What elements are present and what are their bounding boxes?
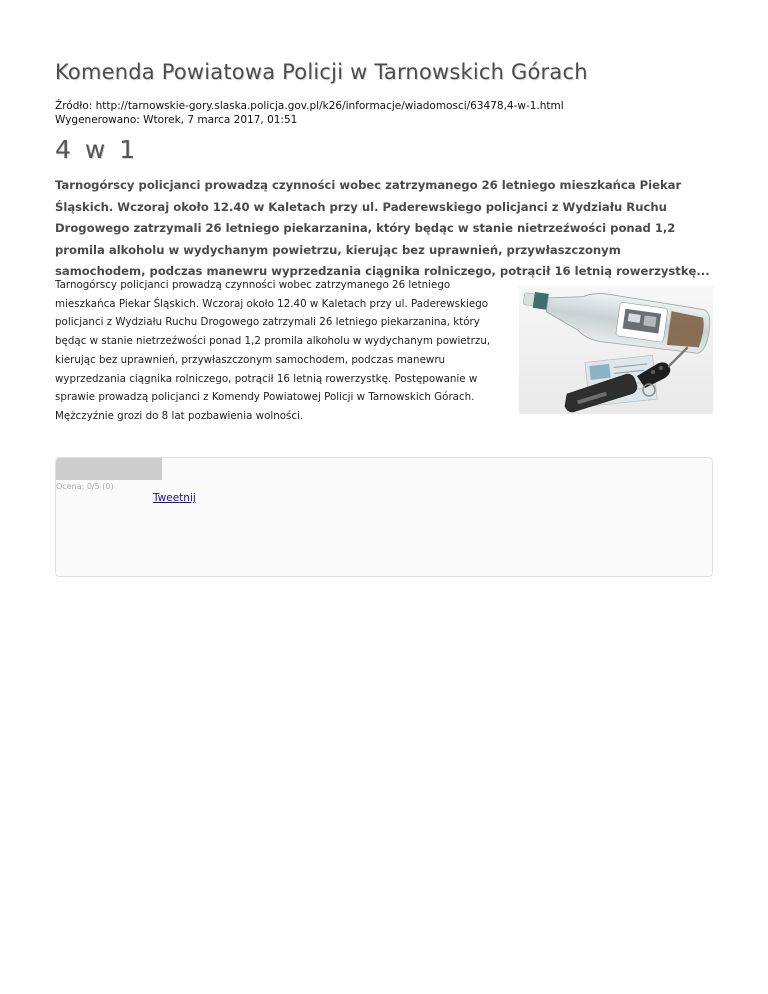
rating-stars-bar[interactable]: [56, 458, 162, 480]
generated-line: Wygenerowano: Wtorek, 7 marca 2017, 01:51: [55, 114, 298, 126]
rating-label: Ocena: 0/5 (0): [56, 482, 114, 491]
body-line: Mężczyźnie grozi do 8 lat pozbawienia wolności.: [55, 409, 304, 422]
article-body: [55, 276, 510, 426]
body-line: policjanci z Wydziału Ruchu Drogowego zatrzymali 26 letniego piekarzanina, który: [55, 316, 480, 329]
source-line: Źródło: http://tarnowskie-gory.slaska.policja.gov.pl/k26/informacje/wiadomosci/63478,4-w-1.html: [55, 100, 564, 112]
body-line: mieszkańca Piekar Śląskich. Wczoraj około 12.40 w Kaletach przy ul. Paderewskiego: [55, 297, 489, 310]
article-photo: [519, 286, 713, 414]
body-line: kierując bez uprawnień, przywłaszczonym samochodem, podczas manewru: [55, 353, 446, 366]
article-title: 4 w 1: [55, 135, 139, 164]
body-line: sprawie prowadzą policjanci z Komendy Powiatowej Policji w Tarnowskich Górach.: [55, 391, 475, 404]
tweet-link[interactable]: Tweetnij: [153, 492, 196, 504]
body-line: wyprzedzania ciągnika rolniczego, potrącił 16 letnią rowerzystkę. Postępowanie w: [55, 372, 478, 385]
body-line: Tarnogórscy policjanci prowadzą czynności wobec zatrzymanego 26 letniego: [55, 279, 451, 291]
print-meta: [55, 99, 564, 127]
rating-panel: [55, 457, 713, 577]
article-lead: Tarnogórscy policjanci prowadzą czynności wobec zatrzymanego 26 letniego mieszkańca Piekar Śląskich. Wczoraj około 12.40 w Kaletach przy ul. Paderewskiego policjanci z Wydziału Ruchu Drogowego zatrzymali 26 letniego piekarzanina, który będąc w stanie nietrzeźwości ponad 1,2 promila alkoholu w wydychanym powietrzu, kierując bez uprawnień, przywłaszczonym samochodem, podczas manewru wyprzedzania ciągnika rolniczego, potrącił 16 letnią rowerzystkę...: [55, 178, 710, 278]
site-title: Komenda Powiatowa Policji w Tarnowskich Górach: [55, 60, 588, 84]
body-line: będąc w stanie nietrzeźwości ponad 1,2 promila alkoholu w wydychanym powietrzu,: [55, 335, 491, 348]
bottle-and-keys-image: [519, 286, 713, 414]
